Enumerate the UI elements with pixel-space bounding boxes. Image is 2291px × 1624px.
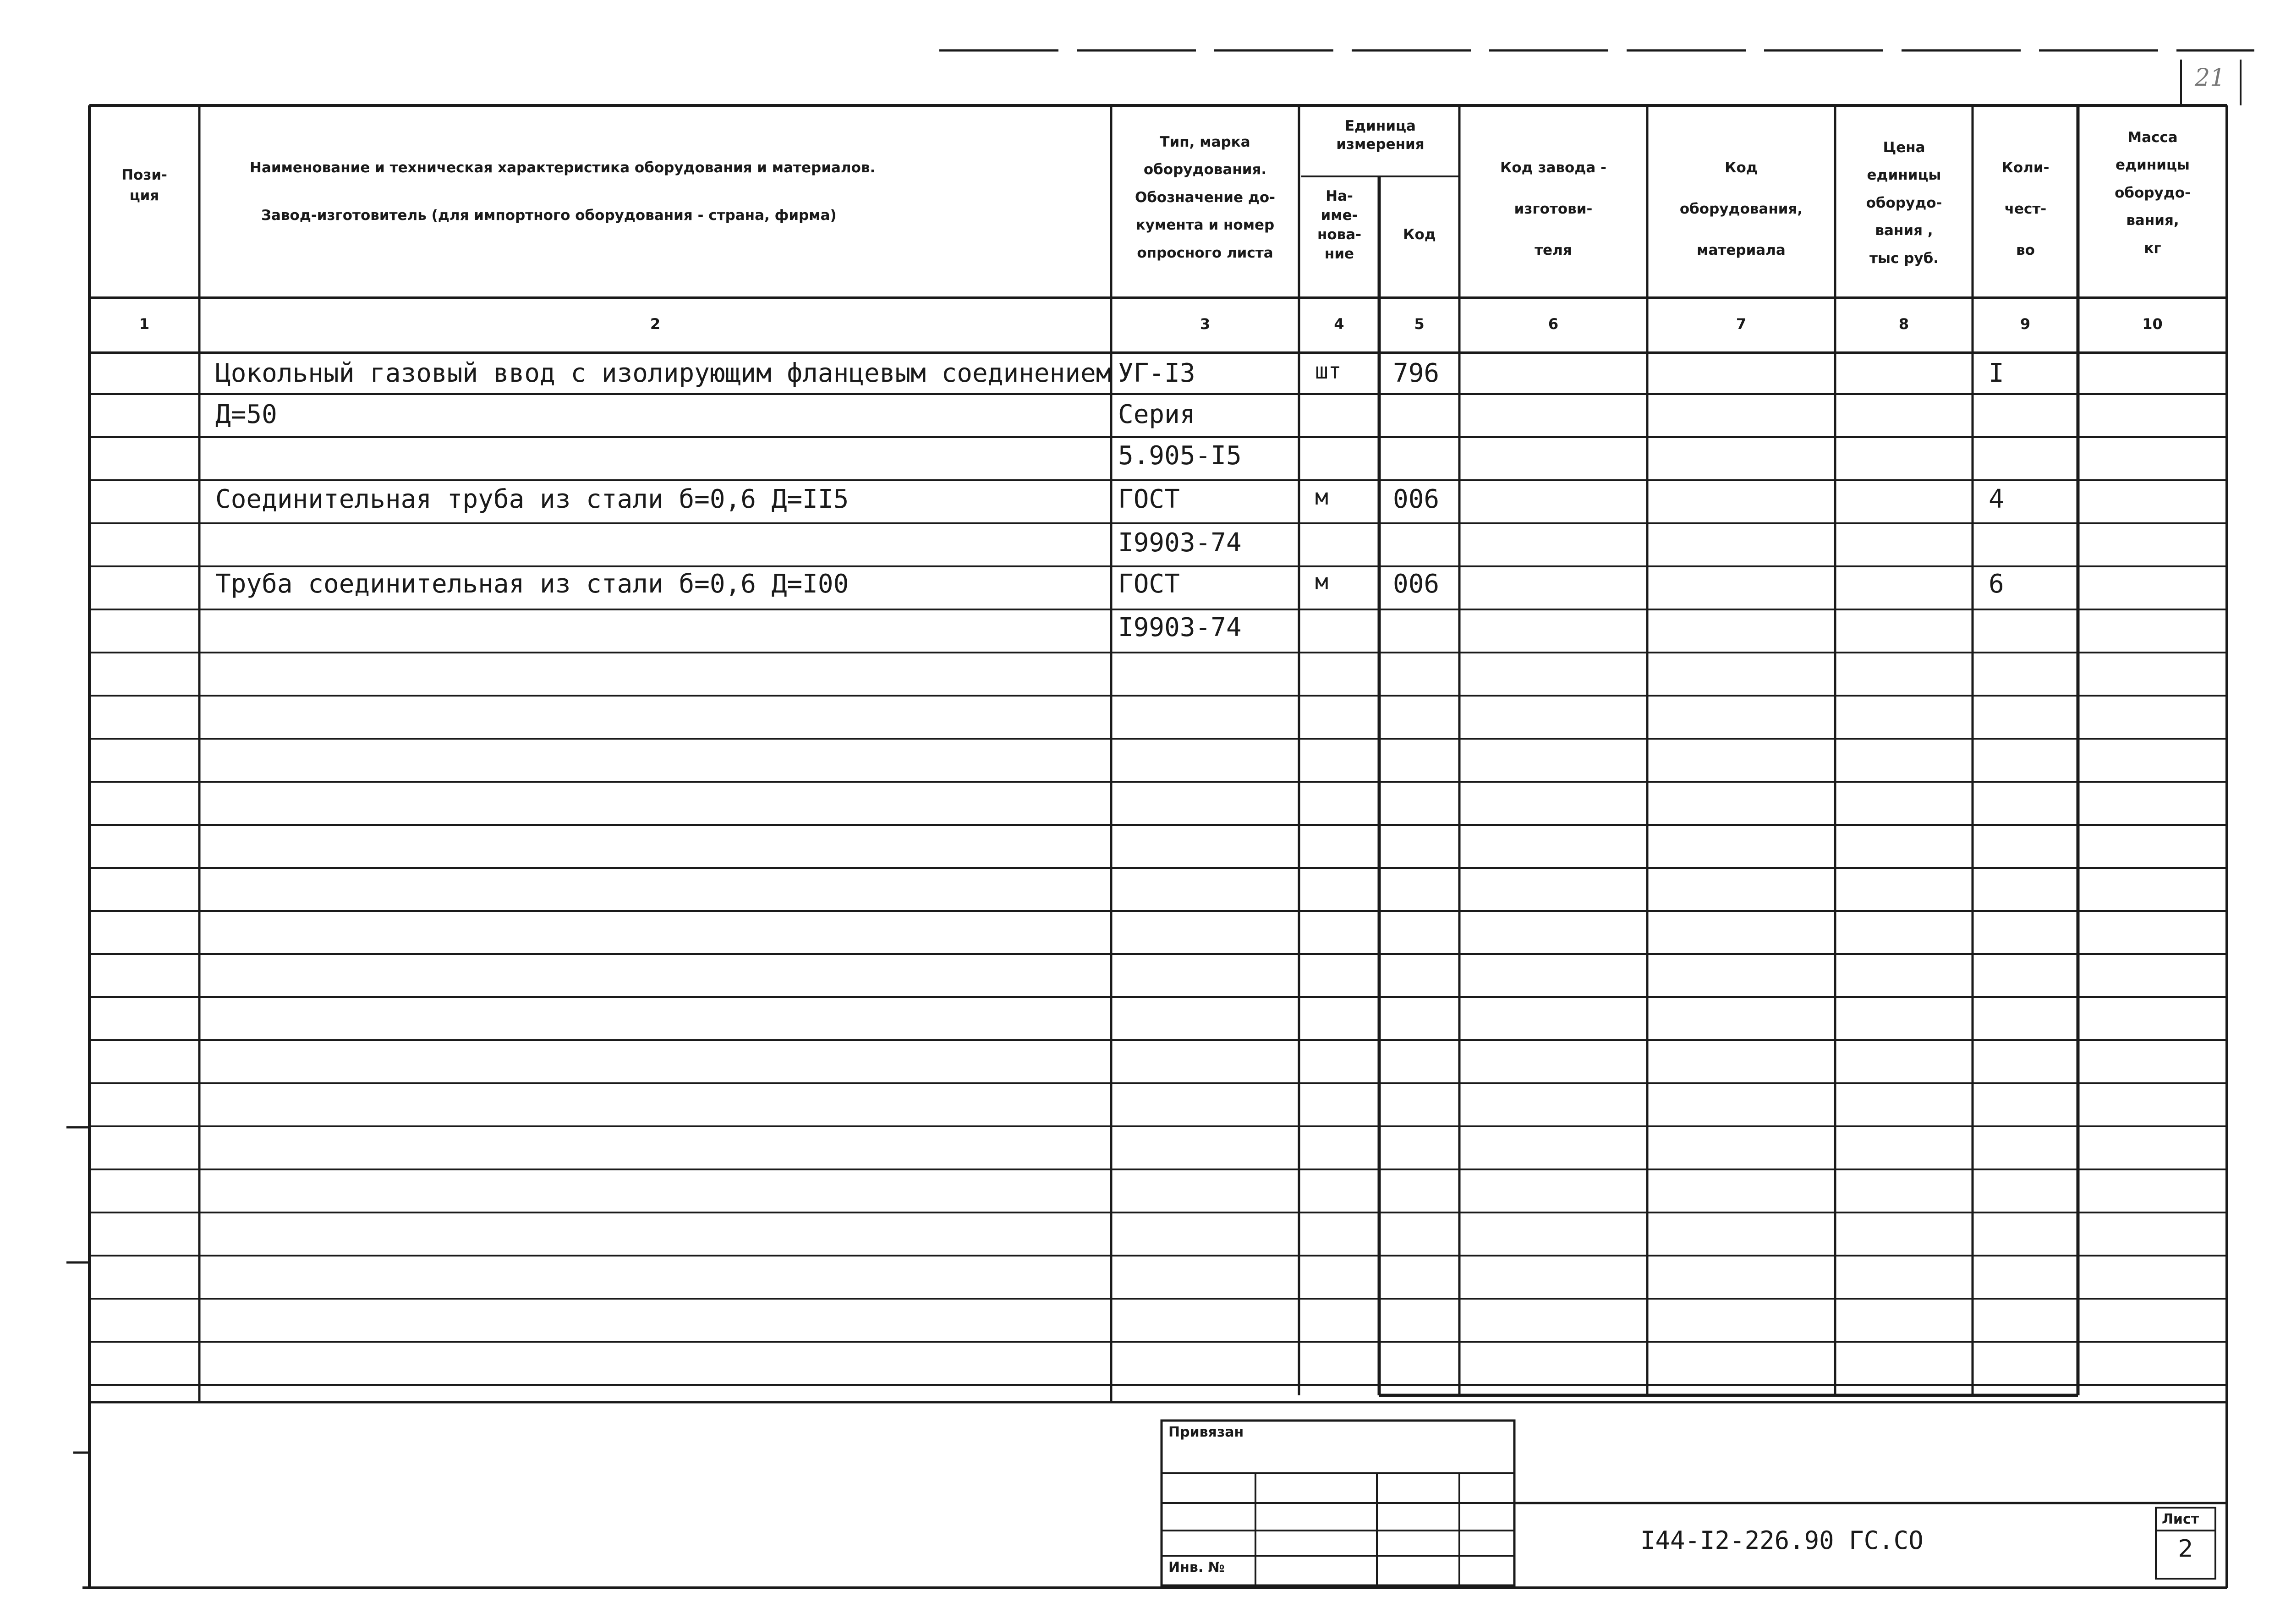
column-number: 1: [139, 315, 150, 333]
header-type: Тип, марка оборудования. Обозначение до- кумента и номер опросного листа: [1135, 134, 1276, 261]
row-name-cell: Цокольный газовый ввод с изолирующим фланцевым соединением: [215, 358, 1112, 388]
row-type-cell: ГОСТ: [1118, 484, 1180, 514]
row-type-cell: I9903-74: [1118, 528, 1242, 558]
column-number: 6: [1548, 315, 1559, 333]
row-code-cell: 006: [1393, 484, 1440, 514]
document-code: I44-I2-226.90 ГС.СО: [1640, 1526, 1924, 1555]
column-number: 7: [1736, 315, 1747, 333]
row-unit-cell: м: [1315, 484, 1328, 510]
row-type-cell: УГ-I3: [1118, 358, 1195, 388]
row-name-cell: Соединительная труба из стали б=0,6 Д=II5: [215, 484, 849, 514]
sheet-label: Лист: [2162, 1511, 2199, 1527]
stamp-privyazan-label: Привязан: [1168, 1424, 1244, 1440]
column-number: 10: [2142, 315, 2163, 333]
header-unit-code: Код: [1403, 226, 1436, 243]
column-number: 5: [1414, 315, 1425, 333]
row-quantity-cell: 6: [1989, 569, 2004, 599]
row-unit-cell: м: [1315, 569, 1328, 595]
row-name-cell: Труба соединительная из стали б=0,6 Д=I00: [215, 569, 849, 599]
sheet-number: 2: [2178, 1535, 2193, 1563]
header-unit-name: На- име- нова- ние: [1317, 188, 1362, 262]
column-number: 9: [2020, 315, 2031, 333]
row-quantity-cell: I: [1989, 358, 2004, 388]
column-number: 8: [1898, 315, 1909, 333]
column-number: 3: [1200, 315, 1211, 333]
row-type-cell: ГОСТ: [1118, 569, 1180, 599]
header-name-line2: Завод-изготовитель (для импортного оборудования - страна, фирма): [261, 207, 837, 224]
column-number: 2: [650, 315, 661, 333]
row-type-cell: Серия: [1118, 400, 1195, 429]
header-quantity: Коли- чест- во: [2001, 159, 2050, 258]
column-number: 4: [1334, 315, 1344, 333]
header-name-line1: Наименование и техническая характеристика оборудования и материалов.: [250, 159, 876, 176]
stamp-inventory-label: Инв. №: [1168, 1559, 1225, 1575]
row-code-cell: 796: [1393, 358, 1440, 388]
header-unit-group: Единица измерения: [1336, 118, 1425, 153]
header-unit-mass: Масса единицы оборудо- вания, кг: [2115, 129, 2191, 257]
header-position: Пози- ция: [121, 167, 167, 204]
header-unit-price: Цена единицы оборудо- вания , тыс руб.: [1866, 139, 1942, 267]
header-factory-code: Код завода - изготови- теля: [1500, 159, 1606, 258]
row-unit-cell: шт: [1315, 358, 1342, 384]
corner-page-mark: 21: [2195, 64, 2225, 92]
row-type-cell: 5.905-I5: [1118, 441, 1242, 471]
row-name-cell: Д=50: [215, 400, 277, 429]
header-equipment-code: Код оборудования, материала: [1679, 159, 1803, 258]
row-quantity-cell: 4: [1989, 484, 2004, 514]
row-type-cell: I9903-74: [1118, 613, 1242, 642]
row-code-cell: 006: [1393, 569, 1440, 599]
